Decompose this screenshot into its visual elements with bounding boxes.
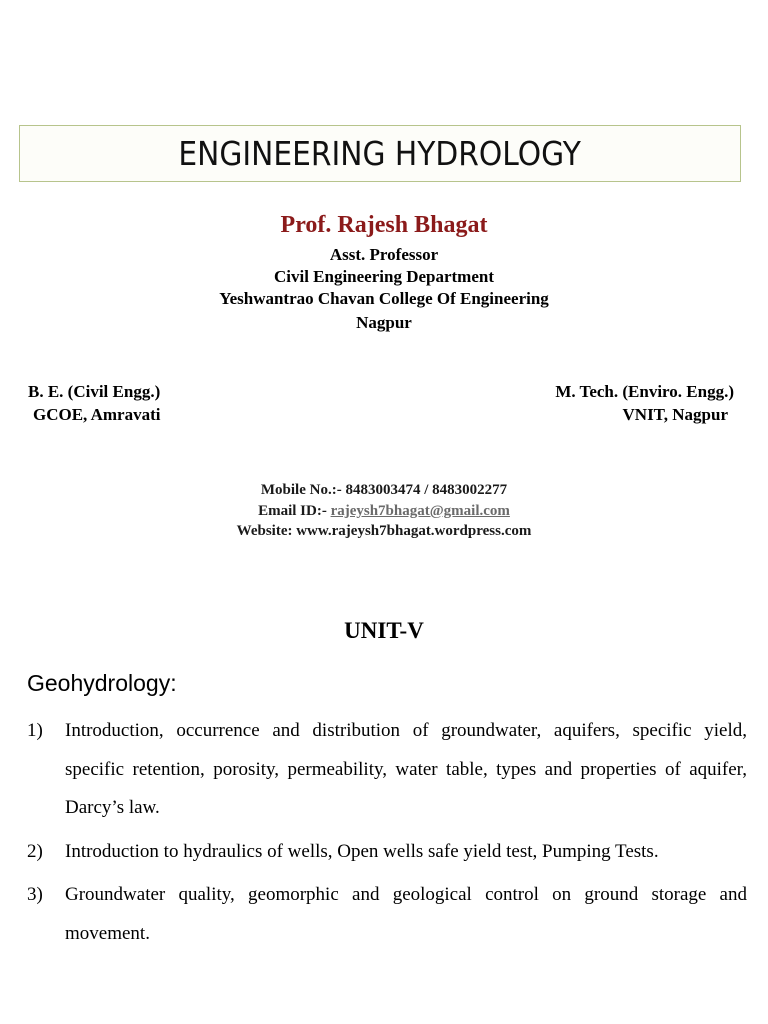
author-department: Civil Engineering Department (273, 267, 495, 286)
contact-mobile (0, 480, 768, 501)
mobile-label: Mobile No.:- (260, 482, 342, 498)
email-link[interactable]: rajeysh7bhagat@gmail.com (330, 503, 510, 519)
list-item-text: Introduction, occurrence and distribution of groundwater, aquifers, specific yield, specific retention, porosity, permeability, water table, types and properties of aquifer, Darcy’s law. (65, 720, 747, 818)
author-city: Nagpur (356, 313, 412, 332)
mobile-value: 8483003474 / 8483002277 (345, 482, 508, 498)
unit-heading: UNIT-V (344, 618, 424, 643)
list-item-number: 2) (27, 841, 43, 862)
list-item-text: Introduction to hydraulics of wells, Open wells safe yield test, Pumping Tests. (65, 841, 659, 862)
qualification-left-institute: GCOE, Amravati (33, 405, 161, 424)
title-box (19, 125, 741, 182)
website-value: www.rajeysh7bhagat.wordpress.com (296, 523, 532, 539)
author-designation: Asst. Professor (329, 245, 439, 264)
qualification-right-institute: VNIT, Nagpur (622, 405, 728, 424)
website-label: Website: (236, 523, 293, 539)
email-label: Email ID:- (258, 503, 327, 519)
list-item-number: 3) (27, 884, 43, 905)
qualification-right-degree: M. Tech. (Enviro. Engg.) (555, 382, 734, 401)
list-item (27, 833, 747, 872)
contact-email (0, 501, 768, 522)
page-title: ENGINEERING HYDROLOGY (178, 134, 582, 173)
section-title: Geohydrology: (27, 670, 177, 696)
list-item-number: 1) (27, 720, 43, 741)
contact-website (0, 521, 768, 542)
author-college: Yeshwantrao Chavan College Of Engineering (219, 289, 549, 308)
qualification-left-degree: B. E. (Civil Engg.) (28, 382, 161, 401)
list-item-text: Groundwater quality, geomorphic and geological control on ground storage and movement. (65, 884, 747, 944)
list-item (27, 876, 747, 953)
list-item (27, 712, 747, 828)
author-name: Prof. Rajesh Bhagat (280, 212, 488, 238)
